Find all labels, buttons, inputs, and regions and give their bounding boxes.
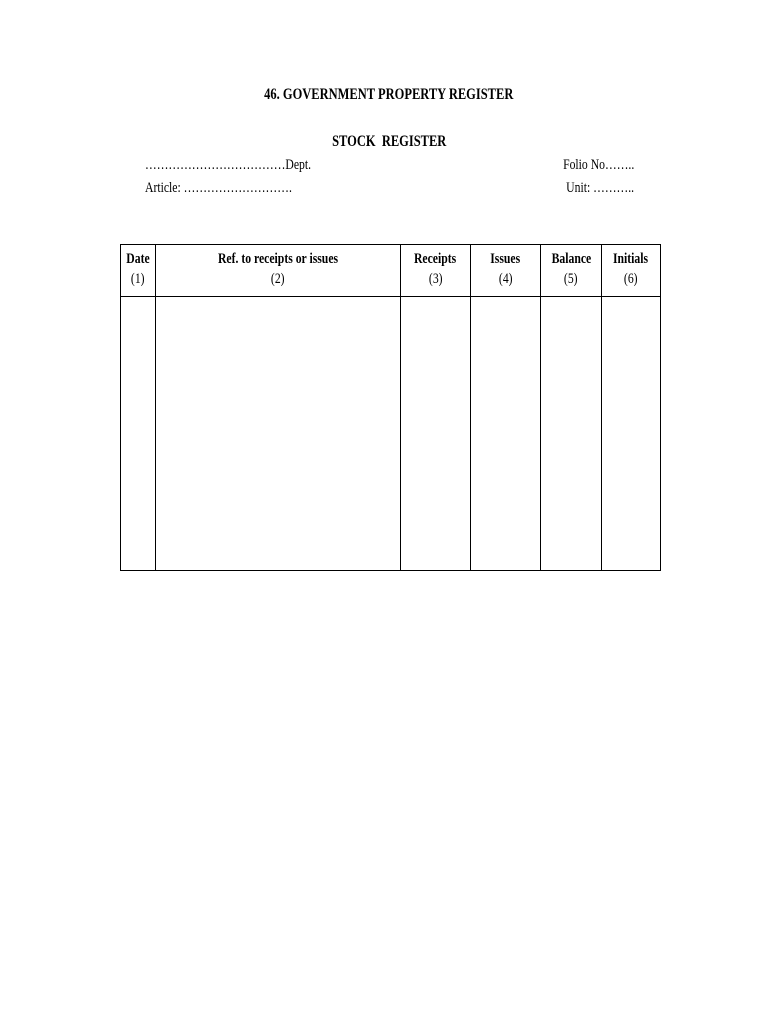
article-field: Article: ………………………. bbox=[145, 180, 292, 196]
receipts-cell bbox=[401, 297, 471, 571]
form-subtitle: STOCK REGISTER bbox=[331, 133, 447, 150]
table-body-row bbox=[121, 297, 661, 571]
column-header-date: Date (1) bbox=[121, 245, 156, 297]
column-header-balance: Balance (5) bbox=[541, 245, 602, 297]
initials-cell bbox=[602, 297, 661, 571]
column-header-receipts: Receipts (3) bbox=[401, 245, 471, 297]
balance-cell bbox=[541, 297, 602, 571]
dept-field: ………………………………Dept. bbox=[145, 157, 312, 173]
folio-field: Folio No…….. bbox=[562, 157, 634, 173]
reference-cell bbox=[156, 297, 401, 571]
column-header-initials: Initials (6) bbox=[602, 245, 661, 297]
stock-register-table bbox=[120, 244, 661, 571]
issues-cell bbox=[471, 297, 541, 571]
table-header-row bbox=[121, 245, 661, 297]
unit-field: Unit: ……….. bbox=[566, 180, 634, 196]
document-title: 46. GOVERNMENT PROPERTY REGISTER bbox=[264, 86, 514, 103]
column-header-reference: Ref. to receipts or issues (2) bbox=[156, 245, 401, 297]
column-header-issues: Issues (4) bbox=[471, 245, 541, 297]
date-cell bbox=[121, 297, 156, 571]
